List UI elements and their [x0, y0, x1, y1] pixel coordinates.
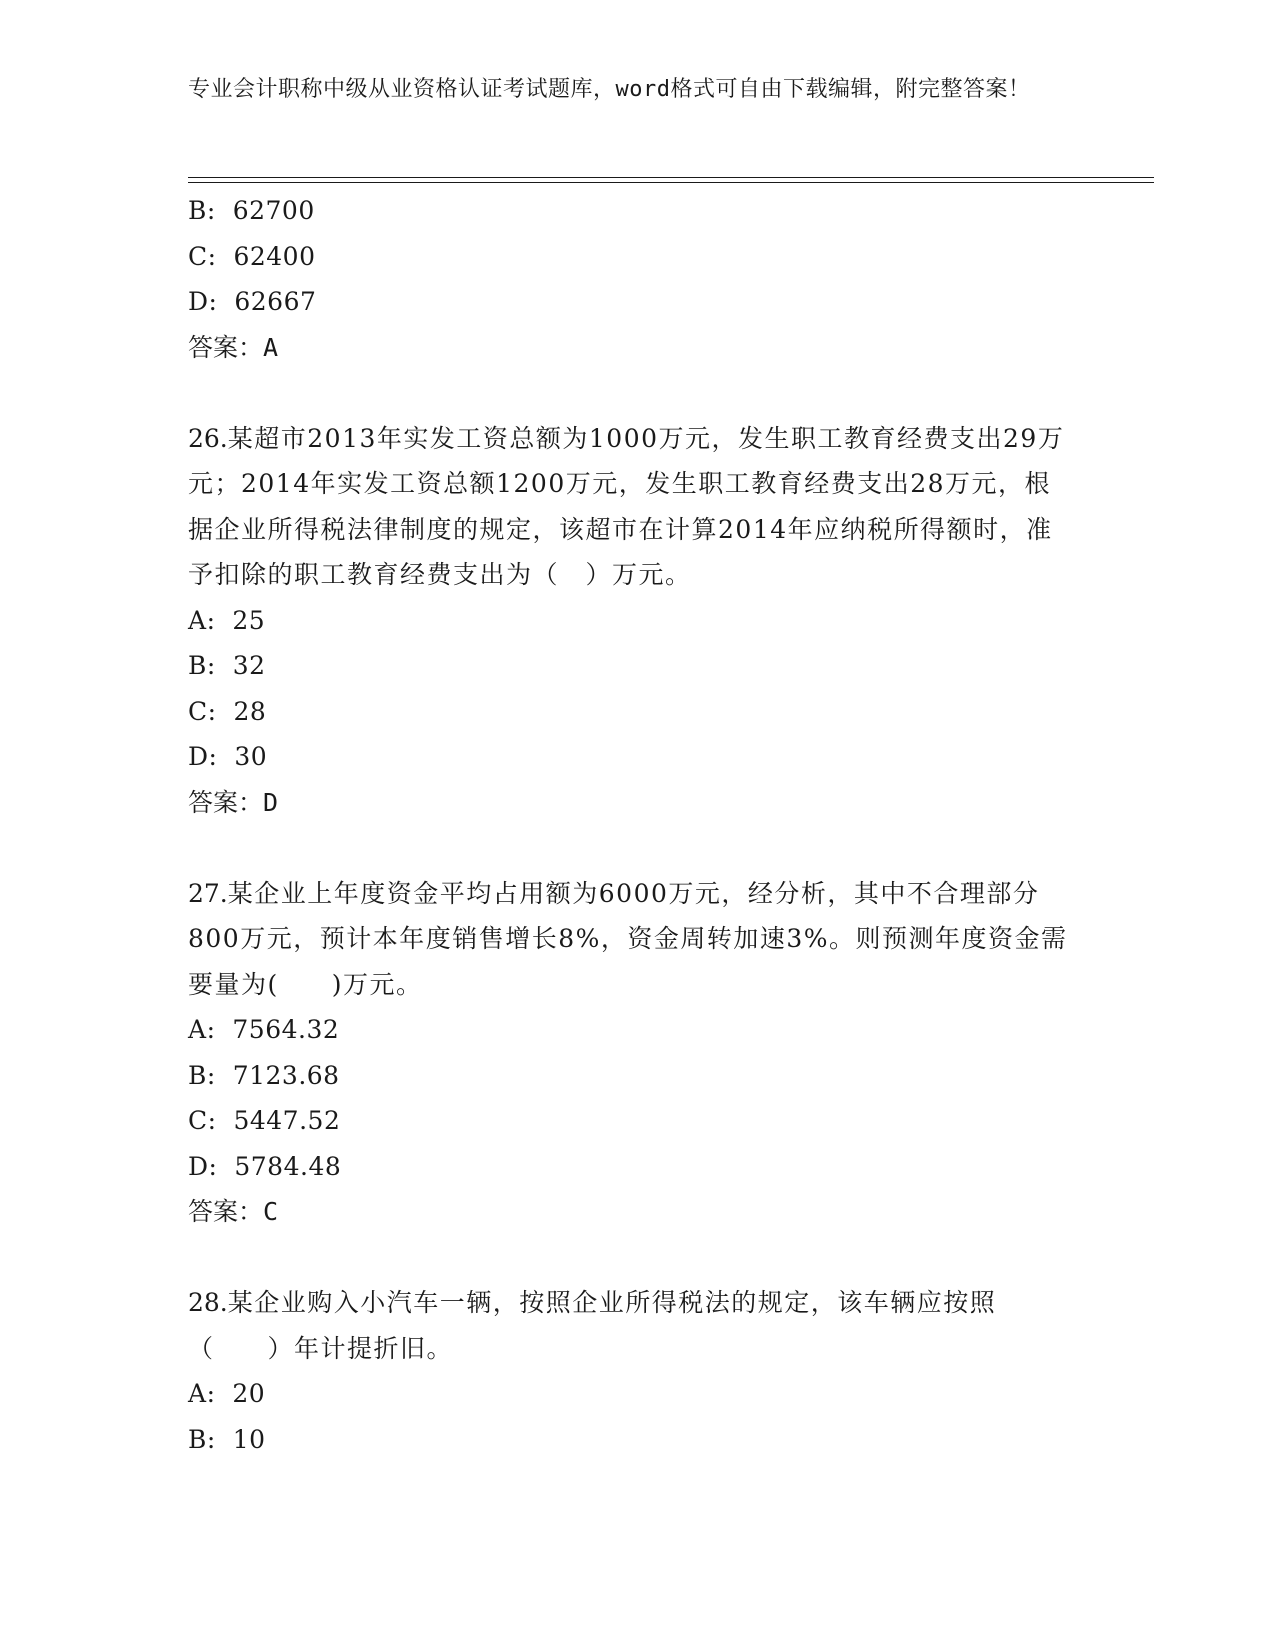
option-text: 62700: [232, 196, 315, 225]
answer-key: 答案：C: [188, 1197, 279, 1226]
question-list: [188, 188, 1088, 1462]
answer-option: [188, 1098, 1088, 1144]
question-stem: [188, 1280, 1068, 1371]
option-key: B: [188, 651, 207, 680]
option-separator: :: [206, 1379, 233, 1408]
option-separator: :: [207, 1106, 234, 1135]
answer-option: [188, 279, 1088, 325]
answer-option: [188, 1144, 1088, 1190]
option-text: 5447.52: [233, 1106, 341, 1135]
answer-key: 答案：A: [188, 332, 279, 362]
option-separator: :: [206, 196, 233, 225]
header-rule-top: [188, 177, 1154, 178]
question-block: [188, 1280, 1088, 1462]
option-text: 7564.32: [232, 1015, 340, 1044]
option-separator: :: [206, 1060, 233, 1090]
option-key: C: [188, 1106, 208, 1135]
question-number: 26.: [188, 423, 228, 453]
answer-option: [188, 734, 1088, 780]
question-block: [188, 416, 1088, 826]
option-separator: :: [206, 651, 233, 680]
option-separator: :: [208, 1151, 235, 1181]
option-key: B: [188, 1424, 207, 1454]
option-key: D: [188, 1151, 209, 1181]
question-text: 某超市2013年实发工资总额为1000万元，发生职工教育经费支出29万元；2014年实发工资总额1200万元，发生职工教育经费支出28万元，根据企业所得税法律制度的规定，该超市在计算2014年应纳税所得额时，准予扣除的职工教育经费支出为（ ）万元。: [188, 423, 1065, 589]
option-separator: :: [208, 742, 235, 771]
option-separator: :: [208, 287, 235, 316]
option-text: 10: [232, 1424, 266, 1454]
option-text: 62400: [233, 241, 316, 271]
option-text: 30: [234, 742, 268, 771]
question-text: 某企业购入小汽车一辆，按照企业所得税法的规定，该车辆应按照（ ）年计提折旧。: [188, 1288, 997, 1363]
option-separator: :: [206, 1015, 233, 1044]
option-separator: :: [207, 241, 234, 271]
option-text: 62667: [234, 287, 317, 316]
option-key: C: [188, 241, 208, 271]
question-number: 28.: [188, 1288, 228, 1317]
option-text: 25: [232, 605, 266, 635]
question-stem: [188, 871, 1068, 1008]
option-key: A: [188, 1379, 207, 1408]
option-separator: :: [206, 605, 233, 635]
option-text: 20: [232, 1379, 266, 1408]
answer-option: [188, 643, 1088, 689]
option-separator: :: [207, 696, 234, 726]
option-key: D: [188, 742, 209, 771]
option-key: C: [188, 696, 208, 726]
question-block: [188, 871, 1088, 1235]
page-header: 专业会计职称中级从业资格认证考试题库，word格式可自由下载编辑，附完整答案！: [188, 77, 1031, 102]
question-number: 27.: [188, 878, 228, 908]
answer-option: [188, 1417, 1088, 1463]
answer-option: [188, 689, 1088, 735]
answer-option: [188, 1053, 1088, 1099]
option-text: 28: [233, 696, 267, 726]
answer-option: [188, 188, 1088, 234]
answer-option: [188, 1007, 1088, 1053]
block-spacer: [188, 825, 1088, 871]
option-key: B: [188, 196, 207, 225]
answer-key: 答案：D: [188, 787, 279, 817]
answer-option: [188, 598, 1088, 644]
option-text: 7123.68: [232, 1060, 340, 1090]
block-spacer: [188, 370, 1088, 416]
option-text: 32: [232, 651, 266, 680]
question-text: 某企业上年度资金平均占用额为6000万元，经分析，其中不合理部分800万元，预计本年度销售增长8%，资金周转加速3%。则预测年度资金需要量为( )万元。: [188, 878, 1068, 999]
question-stem: [188, 416, 1068, 598]
question-continuation: [188, 188, 1088, 370]
option-key: A: [188, 605, 207, 635]
answer-option: [188, 1371, 1088, 1417]
block-spacer: [188, 1235, 1088, 1281]
answer-option: [188, 234, 1088, 280]
option-key: A: [188, 1015, 207, 1044]
option-separator: :: [206, 1424, 233, 1454]
header-rule-bottom: [188, 182, 1154, 183]
option-text: 5784.48: [234, 1151, 342, 1181]
option-key: B: [188, 1060, 207, 1090]
option-key: D: [188, 287, 209, 316]
